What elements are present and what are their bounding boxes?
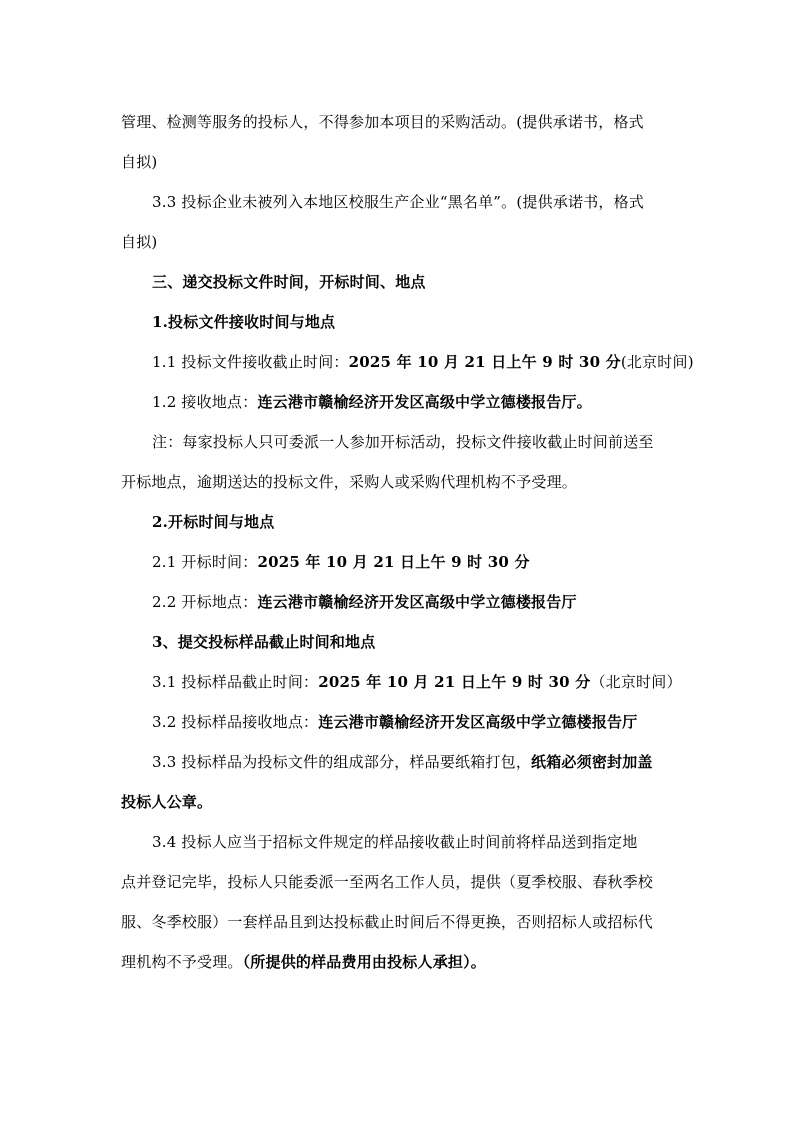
line-bold-text: 纸箱必须密封加盖 [531,753,653,771]
paragraph-line [152,392,712,412]
line-text: 自拟) [121,153,158,171]
line-bold-text: 2025 年 10 月 21 日上午 9 时 30 分 [318,673,591,691]
line-tail-text: （北京时间） [590,673,682,691]
line-text: 2.1 开标时间： [152,553,258,571]
paragraph-line [152,752,712,772]
line-text: 3.4 投标人应当于招标文件规定的样品接收截止时间前将样品送到指定地 [152,833,638,851]
line-text: 1.1 投标文件接收截止时间： [152,353,349,371]
paragraph-line [152,552,712,572]
paragraph-line [121,152,681,172]
line-text: 理机构不予受理。 [121,953,243,971]
line-text: 2.2 开标地点： [152,593,258,611]
line-text: 3.1 投标样品截止时间： [152,673,319,691]
line-text: 投标人公章。 [121,793,213,811]
heading-text: 三、递交投标文件时间，开标时间、地点 [152,273,426,291]
paragraph-line [121,792,681,812]
heading-text: 1.投标文件接收时间与地点 [152,313,336,331]
line-bold-text: 2025 年 10 月 21 日上午 9 时 30 分 [257,553,530,571]
subsection-heading [152,512,712,532]
subsection-heading [152,632,712,652]
paragraph-line [152,832,712,852]
line-text: 服、冬季校服）一套样品且到达投标截止时间后不得更换，否则招标人或招标代 [121,913,654,931]
paragraph-line [121,472,681,492]
line-text: 注：每家投标人只可委派一人参加开标活动，投标文件接收截止时间前送至 [152,433,654,451]
line-tail-text: (北京时间) [620,353,694,371]
line-text: 3.2 投标样品接收地点： [152,713,319,731]
section-heading [152,272,712,292]
paragraph-line [121,952,681,972]
paragraph-line [121,112,681,132]
paragraph-line [152,432,712,452]
paragraph-line [152,352,712,372]
line-bold-text: 2025 年 10 月 21 日上午 9 时 30 分 [348,353,621,371]
line-bold-text: 连云港市赣榆经济开发区高级中学立德楼报告厅。 [257,393,592,411]
line-text: 管理、检测等服务的投标人，不得参加本项目的采购活动。(提供承诺书，格式 [121,113,644,131]
line-text: 点并登记完毕，投标人只能委派一至两名工作人员，提供（夏季校服、春秋季校 [121,873,654,891]
line-bold-text: 连云港市赣榆经济开发区高级中学立德楼报告厅 [318,713,638,731]
paragraph-line [121,232,681,252]
line-text: 开标地点，逾期送达的投标文件，采购人或采购代理机构不予受理。 [121,473,578,491]
heading-text: 2.开标时间与地点 [152,513,275,531]
paragraph-line [152,192,712,212]
line-text: 自拟) [121,233,158,251]
paragraph-line [152,592,712,612]
paragraph-line [121,872,681,892]
subsection-heading [152,312,712,332]
line-bold-text: （所提供的样品费用由投标人承担）。 [242,953,487,971]
paragraph-line [121,912,681,932]
heading-text: 3、提交投标样品截止时间和地点 [152,633,376,651]
line-bold-text: 连云港市赣榆经济开发区高级中学立德楼报告厅 [257,593,577,611]
line-text: 3.3 投标样品为投标文件的组成部分，样品要纸箱打包， [152,753,532,771]
paragraph-line [152,672,712,692]
paragraph-line [152,712,712,732]
line-text: 1.2 接收地点： [152,393,258,411]
line-text: 3.3 投标企业未被列入本地区校服生产企业“黑名单”。(提供承诺书，格式 [152,193,645,211]
